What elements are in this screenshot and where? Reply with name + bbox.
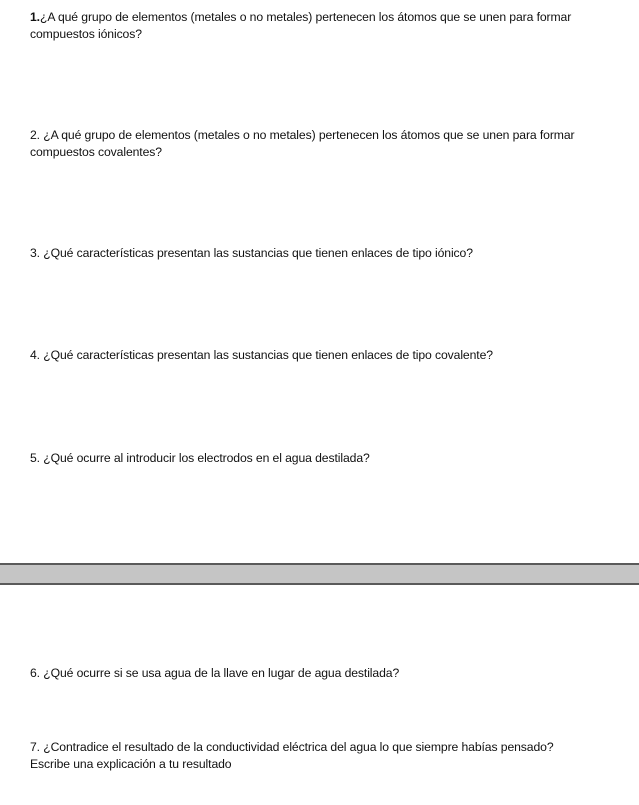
question-number: 2. xyxy=(30,128,40,142)
question-3 xyxy=(30,245,630,262)
question-line-2: Escribe una explicación a tu resultado xyxy=(30,757,232,771)
question-text: ¿Qué características presentan las sustancias que tienen enlaces de tipo iónico? xyxy=(39,246,473,260)
question-text: ¿Contradice el resultado de la conductividad eléctrica del agua lo que siempre habías pensado? xyxy=(39,740,554,754)
question-text: ¿Qué ocurre si se usa agua de la llave en lugar de agua destilada? xyxy=(39,666,400,680)
question-number: 4. xyxy=(30,348,40,362)
question-text: ¿Qué ocurre al introducir los electrodos en el agua destilada? xyxy=(39,451,370,465)
question-4 xyxy=(30,347,630,364)
question-5 xyxy=(30,450,630,467)
question-line-1 xyxy=(30,739,630,756)
question-number: 6. xyxy=(30,666,40,680)
question-6 xyxy=(30,665,630,682)
question-number: 1. xyxy=(30,10,40,24)
question-text: ¿Qué características presentan las sustancias que tienen enlaces de tipo covalente? xyxy=(39,348,493,362)
question-number: 5. xyxy=(30,451,40,465)
question-2 xyxy=(30,127,630,161)
question-1 xyxy=(30,9,630,43)
question-7 xyxy=(30,739,630,773)
question-text: ¿A qué grupo de elementos (metales o no metales) pertenecen los átomos que se unen para formar compuestos covalentes? xyxy=(30,128,575,159)
page-divider xyxy=(0,563,639,585)
question-number: 7. xyxy=(30,740,40,754)
question-number: 3. xyxy=(30,246,40,260)
question-text: ¿A qué grupo de elementos (metales o no metales) pertenecen los átomos que se unen para formar compuestos iónicos? xyxy=(30,10,572,41)
